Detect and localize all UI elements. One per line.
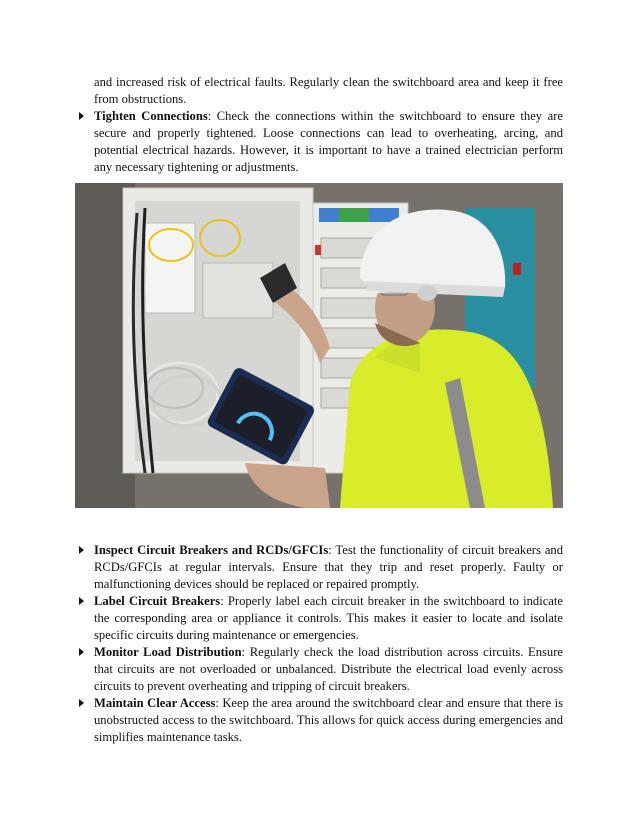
bullet-arrow-icon xyxy=(79,546,84,554)
bullet-title: Monitor Load Distribution xyxy=(94,645,242,659)
bullet-title: Maintain Clear Access xyxy=(94,696,216,710)
intro-paragraph: and increased risk of electrical faults. Regularly clean the switchboard area and keep it free from obstructions. xyxy=(94,75,563,106)
bullet-text: : Properly label each circuit breaker in the switchboard to indicate the corresponding area or appliance it controls. This makes it easier to locate and isolate specific circuits during maintenance or emergencies. xyxy=(94,594,563,642)
bullet-title: Inspect Circuit Breakers and RCDs/GFCIs xyxy=(94,543,329,557)
bullet-inspect-circuit-breakers xyxy=(94,542,563,593)
bullet-monitor-load-distribution xyxy=(94,644,563,695)
bullet-label-circuit-breakers xyxy=(94,593,563,644)
electrician-photo xyxy=(75,183,563,508)
bullet-text: : Test the functionality of circuit breakers and RCDs/GFCIs at regular intervals. Ensure that they trip and reset properly. Faulty or malfunctioning devices should be replaced or repaired promptly. xyxy=(94,543,563,591)
bullet-maintain-clear-access xyxy=(94,695,563,746)
bullet-text: : Check the connections within the switchboard to ensure they are secure and properly tightened. Loose connections can lead to overheating, arcing, and potential electrical hazards. However, it is important to have a trained electrician perform any necessary tightening or adjustments. xyxy=(94,109,563,174)
bullet-tighten-connections xyxy=(94,108,563,176)
bullet-text: : Keep the area around the switchboard clear and ensure that there is unobstructed access to the switchboard. This allows for quick access during emergencies and simplifies maintenance tasks. xyxy=(94,696,564,744)
bullet-text: : Regularly check the load distribution across circuits. Ensure that circuits are not overloaded or unbalanced. Distribute the electrical load evenly across circuits to prevent overheating and tripping of circuit breakers. xyxy=(94,645,563,693)
bullet-title: Tighten Connections xyxy=(94,109,208,123)
bullet-arrow-icon xyxy=(79,648,84,656)
bullet-arrow-icon xyxy=(79,597,84,605)
bullet-arrow-icon xyxy=(79,112,84,120)
bullet-arrow-icon xyxy=(79,699,84,707)
bullet-title: Label Circuit Breakers xyxy=(94,594,221,608)
